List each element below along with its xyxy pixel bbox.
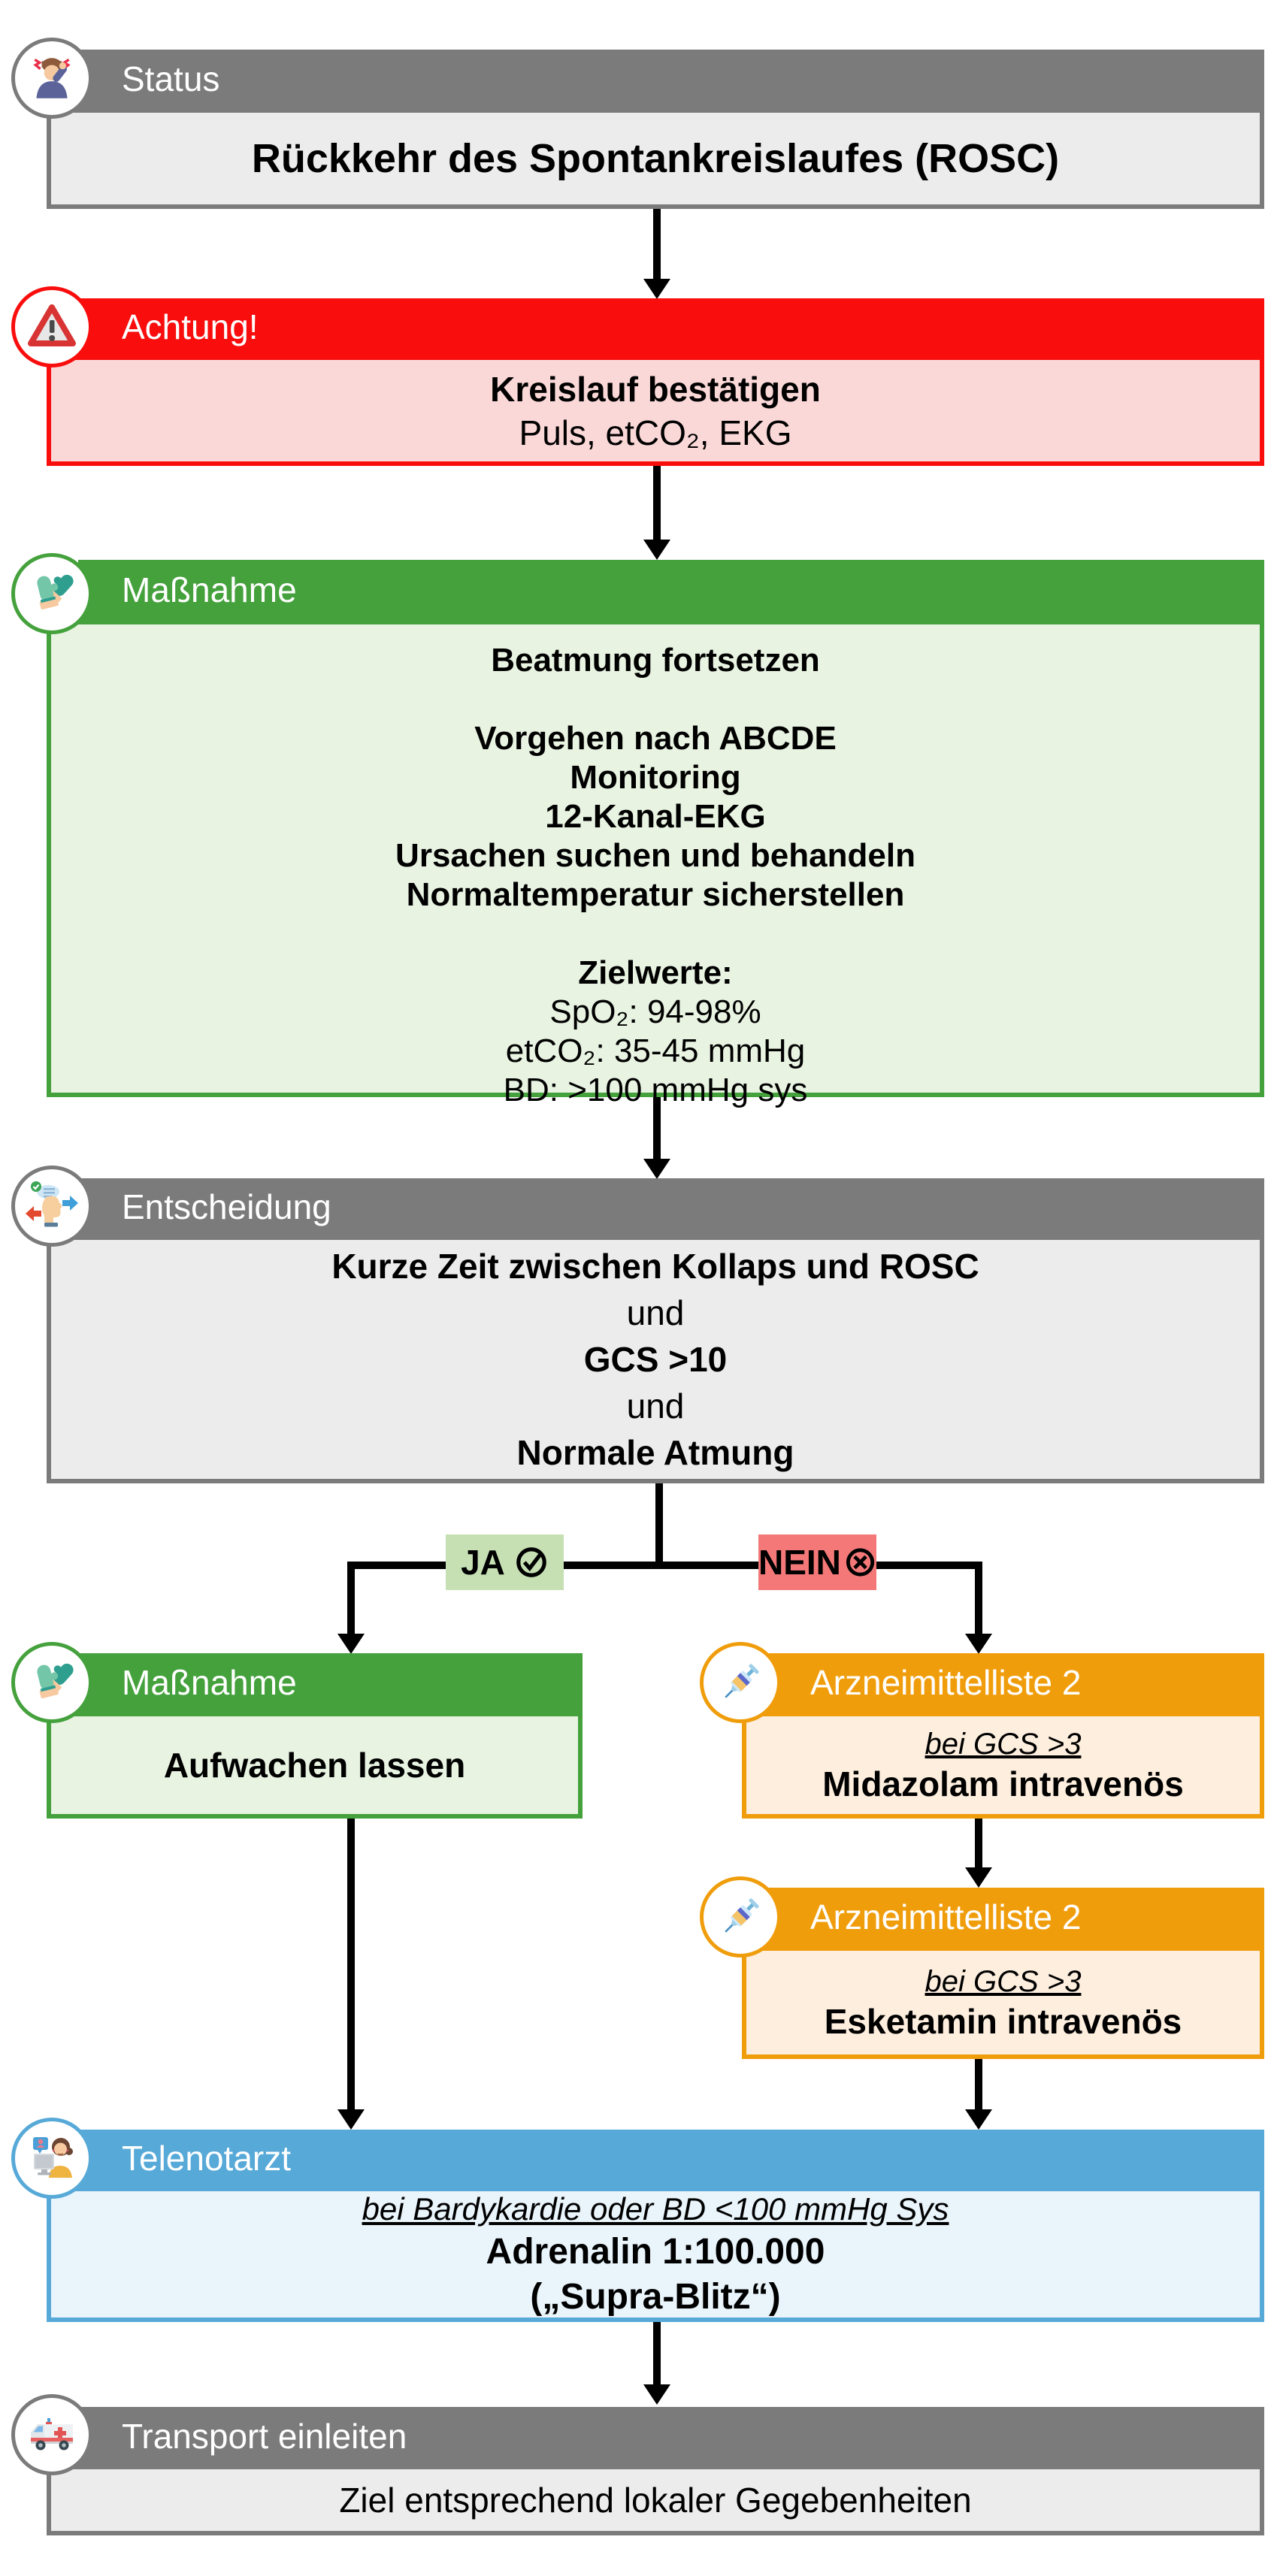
- entscheidung-header-label: Entscheidung: [122, 1187, 331, 1226]
- entscheidung-line: und: [626, 1293, 685, 1332]
- flow-line: [653, 209, 661, 281]
- achtung-header-bar: [78, 298, 1264, 355]
- achtung-line-2: Puls, etCO₂, EKG: [519, 413, 792, 452]
- arznei1-header-label: Arzneimittelliste 2: [810, 1663, 1082, 1702]
- massnahme-line: Ursachen suchen und behandeln: [395, 837, 915, 874]
- entscheidung-line: und: [626, 1386, 685, 1426]
- warning-triangle-icon: [25, 300, 79, 354]
- massnahme-line: Beatmung fortsetzen: [491, 642, 820, 679]
- achtung-box: [47, 355, 1264, 466]
- massnahme-line: BD: >100 mmHg sys: [503, 1072, 808, 1108]
- massnahme2-header-bar: [78, 1653, 583, 1712]
- flow-arrowhead: [643, 2384, 670, 2405]
- achtung-icon-circle: [11, 286, 92, 367]
- arznei1-drug: Midazolam intravenös: [822, 1764, 1184, 1804]
- branch-left-line: [347, 1562, 355, 1637]
- status-box: [47, 108, 1264, 209]
- status-icon-circle: [11, 38, 92, 119]
- massnahme2-text: Aufwachen lassen: [163, 1746, 466, 1785]
- arznei2-icon-circle: [700, 1876, 781, 1958]
- syringe-icon: [713, 1890, 767, 1944]
- entscheidung-line: Normale Atmung: [516, 1433, 794, 1472]
- flow-line-left: [347, 1819, 355, 2112]
- telenotarzt-line: („Supra-Blitz“): [530, 2277, 781, 2317]
- syringe-icon: [713, 1655, 767, 1710]
- arznei1-box: [742, 1712, 1264, 1819]
- transport-header-label: Transport einleiten: [122, 2416, 407, 2456]
- flow-arrowhead: [337, 2109, 365, 2130]
- no-badge: [758, 1534, 876, 1590]
- massnahme2-box: [47, 1712, 583, 1819]
- achtung-header-label: Achtung!: [122, 307, 259, 346]
- check-circle-icon: [514, 1545, 549, 1580]
- flow-arrowhead: [643, 279, 670, 299]
- telenotarzt-header-label: Telenotarzt: [122, 2139, 292, 2178]
- telenotarzt-box: [47, 2187, 1264, 2322]
- massnahme-header-bar: [78, 560, 1264, 620]
- arznei2-box: [742, 1946, 1264, 2059]
- telenotarzt-header-bar: [78, 2130, 1264, 2187]
- telenotarzt-line: Adrenalin 1:100.000: [486, 2232, 825, 2272]
- massnahme-line: Normaltemperatur sicherstellen: [406, 876, 905, 913]
- flow-arrowhead: [965, 2109, 992, 2130]
- gloves-icon: [25, 567, 79, 621]
- entscheidung-icon-circle: [11, 1166, 92, 1247]
- massnahme-header-label: Maßnahme: [122, 570, 297, 609]
- massnahme-box: [47, 620, 1264, 1108]
- massnahme-icon-circle: [11, 553, 92, 634]
- branch-right-arrowhead: [965, 1634, 992, 1654]
- entscheidung-line: Kurze Zeit zwischen Kollaps und ROSC: [331, 1247, 979, 1286]
- achtung-line-1: Kreislauf bestätigen: [490, 369, 821, 409]
- arznei2-header-label: Arzneimittelliste 2: [810, 1897, 1082, 1937]
- massnahme-line: Vorgehen nach ABCDE: [474, 720, 837, 757]
- entscheidung-line: GCS >10: [583, 1340, 728, 1379]
- arznei1-icon-circle: [700, 1642, 781, 1723]
- status-header-bar: [78, 50, 1264, 108]
- massnahme-line: SpO₂: 94-98%: [549, 993, 761, 1030]
- transport-icon-circle: [11, 2394, 92, 2475]
- x-circle-icon: [844, 1545, 876, 1580]
- arznei2-condition: bei GCS >3: [925, 1965, 1082, 1998]
- no-badge-label: NEIN: [758, 1543, 841, 1582]
- entscheidung-header-bar: [78, 1178, 1264, 1235]
- branch-stem-line: [655, 1483, 663, 1566]
- yes-badge: [446, 1534, 564, 1590]
- yes-badge-label: JA: [461, 1543, 505, 1582]
- massnahme-line: etCO₂: 35-45 mmHg: [505, 1033, 806, 1069]
- telemedicine-icon: [25, 2131, 79, 2185]
- massnahme-line: 12-Kanal-EKG: [545, 798, 766, 835]
- flow-arrowhead: [965, 1867, 992, 1888]
- arznei1-header-bar: [767, 1653, 1264, 1712]
- arznei2-drug: Esketamin intravenös: [824, 2002, 1182, 2041]
- massnahme-line: Monitoring: [570, 759, 741, 796]
- decision-icon: [25, 1179, 79, 1233]
- status-title: Rückkehr des Spontankreislaufes (ROSC): [251, 136, 1060, 181]
- transport-header-bar: [78, 2407, 1264, 2465]
- status-header-label: Status: [122, 59, 220, 98]
- flow-arrowhead: [643, 540, 670, 560]
- branch-right-line: [975, 1562, 982, 1637]
- telenotarzt-icon-circle: [11, 2118, 92, 2199]
- branch-horizontal-line: [347, 1562, 982, 1569]
- transport-text: Ziel entsprechend lokaler Gegebenheiten: [339, 2481, 972, 2520]
- gloves-icon: [25, 1655, 79, 1710]
- arznei2-header-bar: [767, 1888, 1264, 1946]
- headache-person-icon: [24, 50, 80, 106]
- massnahme-line: Zielwerte:: [578, 954, 733, 991]
- telenotarzt-condition: bei Bardykardie oder BD <100 mmHg Sys: [362, 2191, 949, 2227]
- massnahme2-header-label: Maßnahme: [122, 1663, 297, 1702]
- flow-arrowhead: [643, 1159, 670, 1179]
- ambulance-icon: [25, 2408, 79, 2462]
- transport-box: [47, 2465, 1264, 2535]
- flow-line-right: [975, 2059, 982, 2112]
- branch-left-arrowhead: [337, 1634, 365, 1654]
- flow-line: [653, 466, 661, 541]
- entscheidung-box: [47, 1235, 1264, 1483]
- arznei1-condition: bei GCS >3: [925, 1728, 1082, 1761]
- flow-line: [653, 2322, 661, 2387]
- massnahme2-icon-circle: [11, 1642, 92, 1723]
- flow-line-right: [975, 1819, 982, 1870]
